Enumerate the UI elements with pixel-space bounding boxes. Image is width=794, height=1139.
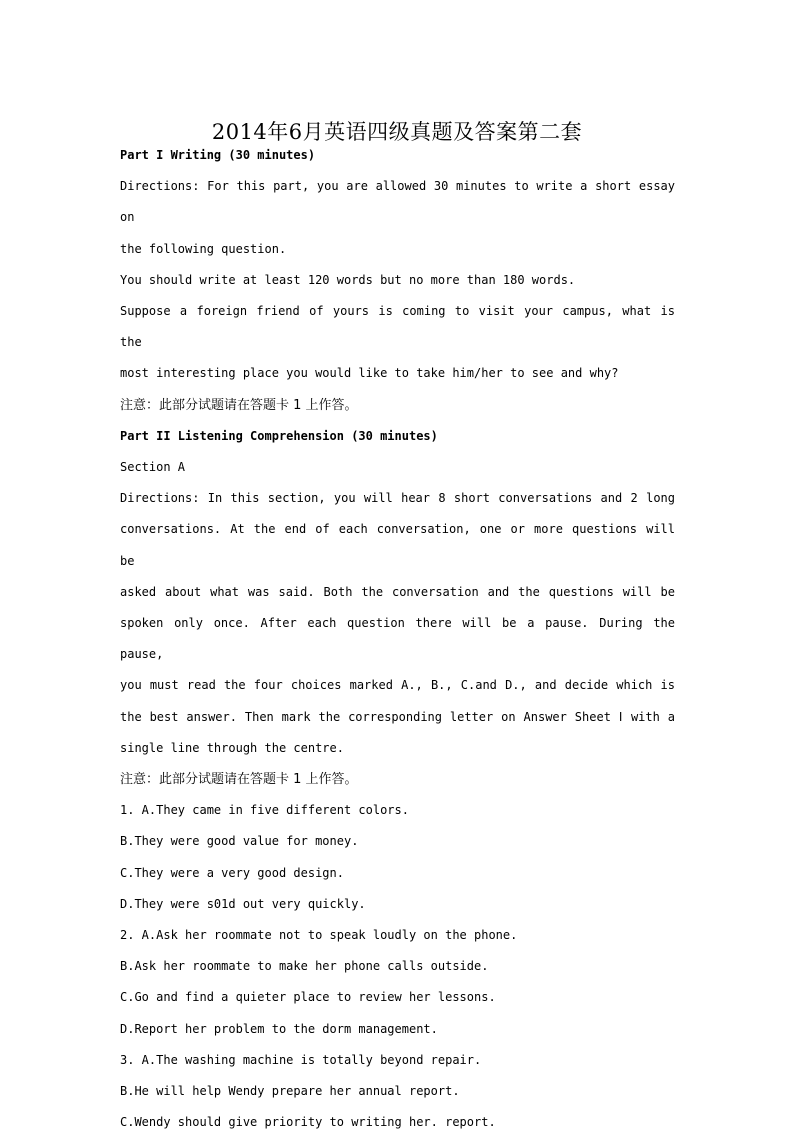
part1-heading: Part I Writing (30 minutes) [120,148,316,162]
question-option: C.Wendy should give priority to writing her. report. [120,1115,496,1130]
part1-directions-line: the following question. [120,241,287,256]
part1-prompt-line: most interesting place you would like to take him/her to see and why? [120,366,619,381]
part2-directions-line: the best answer. Then mark the corresponding letter on Answer Sheet Ⅰ with a [120,709,675,724]
part2-heading: Part II Listening Comprehension (30 minutes) [120,428,438,443]
question-option: C.Go and find a quieter place to review her lessons. [120,990,496,1005]
part1-requirement: You should write at least 120 words but no more than 180 words. [120,272,576,287]
question-option: D.Report her problem to the dorm management. [120,1021,438,1036]
question-option: B.He will help Wendy prepare her annual report. [120,1084,460,1099]
part1-prompt-line: Suppose a foreign friend of yours is coming to visit your campus, what is the [120,304,675,350]
question-option: 1. A.They came in five different colors. [120,803,409,818]
part2-note: 注意：此部分试题请在答题卡 1 上作答。 [120,772,358,788]
section-label: Section A [120,460,186,475]
question-option: B.Ask her roommate to make her phone calls outside. [120,959,489,974]
part2-directions-line: you must read the four choices marked A., B., C.and D., and decide which is [120,678,675,693]
part2-directions-line: spoken only once. After each question there will be a pause. During the pause, [120,616,675,662]
part2-directions-line: asked about what was said. Both the conversation and the questions will be [120,584,675,599]
part2-directions-line: Directions: In this section, you will hear 8 short conversations and 2 long [120,491,675,506]
page-title: 2014年6月英语四级真题及答案第二套 [211,120,583,145]
part1-directions-line: Directions: For this part, you are allowed 30 minutes to write a short essay on [120,179,675,225]
question-option: D.They were s01d out very quickly. [120,896,366,911]
part2-directions-line: conversations. At the end of each conversation, one or more questions will be [120,522,675,568]
part2-directions-line: single line through the centre. [120,740,344,755]
question-option: C.They were a very good design. [120,865,344,880]
question-option: B.They were good value for money. [120,834,359,849]
document-body [120,140,675,1139]
part1-note: 注意：此部分试题请在答题卡 1 上作答。 [120,397,358,413]
question-option: 3. A.The washing machine is totally beyond repair. [120,1052,482,1067]
question-option: 2. A.Ask her roommate not to speak loudly on the phone. [120,928,518,943]
